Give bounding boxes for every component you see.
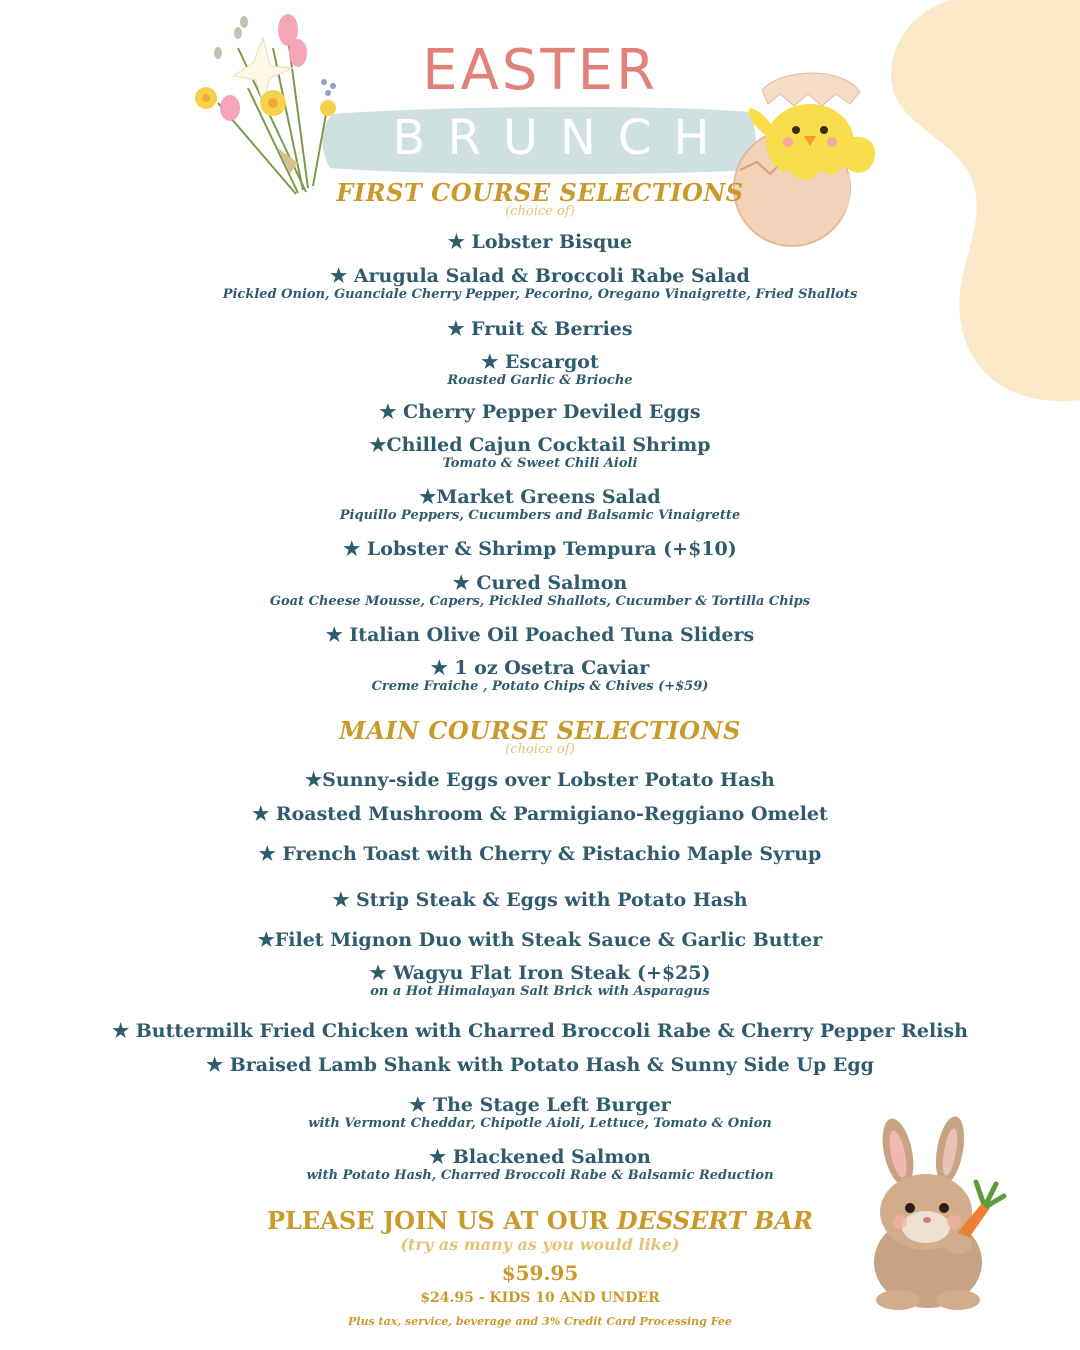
menu-item <box>0 265 1080 303</box>
first-course-heading: FIRST COURSE SELECTIONS <box>336 178 744 207</box>
menu-item-name: ★ Escargot <box>481 351 599 373</box>
menu-item-name: ★ Wagyu Flat Iron Steak (+$25) <box>369 962 711 984</box>
menu-item-name: ★Filet Mignon Duo with Steak Sauce & Garlic Butter <box>257 929 823 951</box>
menu-item <box>0 962 1080 1000</box>
menu-item-name: ★ Fruit & Berries <box>447 318 633 340</box>
menu-item <box>0 401 1080 423</box>
menu-item-name: ★ Braised Lamb Shank with Potato Hash & Sunny Side Up Egg <box>206 1054 874 1076</box>
main-course-note: (choice of) <box>505 742 575 757</box>
menu-item <box>0 843 1080 865</box>
menu-item-description: on a Hot Himalayan Salt Brick with Asparagus <box>370 984 710 999</box>
menu-item <box>0 929 1080 951</box>
menu-item <box>0 1054 1080 1076</box>
menu-item-name: ★ The Stage Left Burger <box>409 1094 671 1116</box>
menu-item-name: ★ Cured Salmon <box>452 572 628 594</box>
menu-item-name: ★ Cherry Pepper Deviled Eggs <box>379 401 701 423</box>
menu-item-description: with Potato Hash, Charred Broccoli Rabe & Balsamic Reduction <box>306 1168 774 1183</box>
menu-item-description: with Vermont Cheddar, Chipotle Aioli, Lettuce, Tomato & Onion <box>308 1116 772 1131</box>
menu-item-name: ★ Italian Olive Oil Poached Tuna Sliders <box>325 624 755 646</box>
menu-item <box>0 1020 1080 1042</box>
menu-item-name: ★ Strip Steak & Eggs with Potato Hash <box>332 889 748 911</box>
menu-item <box>0 769 1080 791</box>
menu-item-name: ★ Lobster & Shrimp Tempura (+$10) <box>343 538 737 560</box>
menu-item-name: ★Sunny-side Eggs over Lobster Potato Hash <box>305 769 775 791</box>
menu-item-description: Piquillo Peppers, Cucumbers and Balsamic Vinaigrette <box>339 508 741 523</box>
menu-item-name: ★Market Greens Salad <box>419 486 661 508</box>
menu-item-name: ★ Arugula Salad & Broccoli Rabe Salad <box>330 265 750 287</box>
adult-price: $59.95 <box>501 1261 579 1285</box>
menu-item <box>0 486 1080 524</box>
menu-item-description: Creme Fraiche , Potato Chips & Chives (+$59) <box>371 679 709 694</box>
menu-item-name: ★ Blackened Salmon <box>429 1146 651 1168</box>
menu-item-description: Roasted Garlic & Brioche <box>447 373 633 388</box>
fine-print: Plus tax, service, beverage and 3% Credit Card Processing Fee <box>348 1315 732 1328</box>
chick-in-egg-icon <box>732 70 892 248</box>
dessert-bar-emphasis: DESSERT BAR <box>616 1206 813 1235</box>
menu-item <box>0 538 1080 560</box>
menu-item-name: ★ Roasted Mushroom & Parmigiano-Reggiano Omelet <box>252 803 828 825</box>
menu-item <box>0 572 1080 610</box>
menu-item-name: ★ Buttermilk Fried Chicken with Charred Broccoli Rabe & Cherry Pepper Relish <box>112 1020 968 1042</box>
first-course-note: (choice of) <box>505 204 575 219</box>
menu-item <box>0 624 1080 646</box>
menu-item-description: Pickled Onion, Guanciale Cherry Pepper, Pecorino, Oregano Vinaigrette, Fried Shallots <box>222 287 858 302</box>
menu-item-name: ★ French Toast with Cherry & Pistachio Maple Syrup <box>258 843 822 865</box>
main-course-heading: MAIN COURSE SELECTIONS <box>339 716 741 745</box>
menu-item-description: Goat Cheese Mousse, Capers, Pickled Shallots, Cucumber & Tortilla Chips <box>269 594 811 609</box>
title-brunch: BRUNCH <box>392 110 732 166</box>
dessert-bar-note: (try as many as you would like) <box>400 1235 680 1254</box>
menu-item <box>0 351 1080 389</box>
kids-price: $24.95 - KIDS 10 AND UNDER <box>420 1290 660 1306</box>
menu-item-name: ★ Lobster Bisque <box>447 231 633 253</box>
menu-item-name: ★ 1 oz Osetra Caviar <box>430 657 650 679</box>
menu-item <box>0 318 1080 340</box>
menu-item-name: ★Chilled Cajun Cocktail Shrimp <box>369 434 711 456</box>
bunny-with-carrot-icon <box>858 1112 1008 1312</box>
menu-item <box>0 434 1080 472</box>
menu-item <box>0 657 1080 695</box>
menu-item <box>0 231 1080 253</box>
title-easter: EASTER <box>422 38 658 103</box>
menu-item-description: Tomato & Sweet Chili Aioli <box>442 456 638 471</box>
menu-item <box>0 803 1080 825</box>
dessert-bar-prefix: PLEASE JOIN US AT OUR <box>267 1206 617 1235</box>
menu-item <box>0 889 1080 911</box>
